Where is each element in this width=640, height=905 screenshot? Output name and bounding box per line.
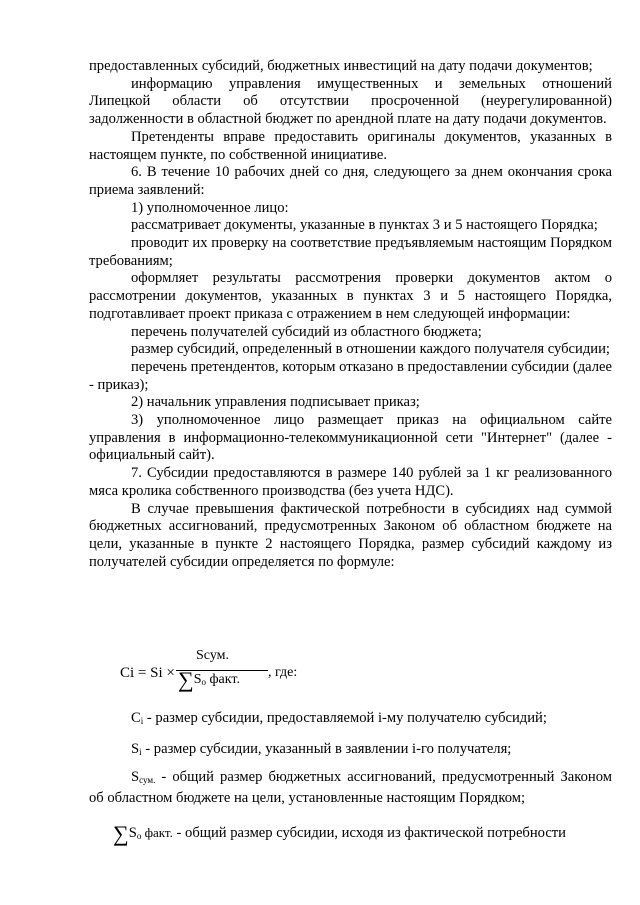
def-description: - общий размер субсидии, исходя из фактической потребности	[172, 825, 566, 841]
sigma-symbol: ∑	[113, 821, 129, 846]
definition-text	[89, 769, 612, 807]
paragraph: размер субсидий, определенный в отношении каждого получателя субсидии;	[131, 341, 610, 358]
def-subscript: сум.	[139, 775, 156, 785]
paragraph: перечень претендентов, которым отказано в предоставлении субсидии (далее - приказ);	[89, 358, 612, 393]
paragraph: 3) уполномоченное лицо размещает приказ на официальном сайте управления в информационно-телекоммуникационной сети "Интернет" (далее - официальный сайт).	[89, 412, 612, 464]
formula-lhs: Ci = Si ×	[120, 665, 175, 681]
definition-text	[89, 741, 612, 762]
definition-si	[89, 741, 612, 762]
def-subscript: i	[139, 747, 142, 757]
formula-numerator: Sсум.	[196, 648, 229, 663]
document-body	[89, 58, 612, 571]
sigma-symbol: ∑	[178, 667, 194, 692]
def-description: - общий размер бюджетных ассигнований, предусмотренный Законом об областном бюджете на цели, установленные настоящим Порядком;	[89, 769, 612, 806]
paragraph: 6. В течение 10 рабочих дней со дня, следующего за днем окончания срока приема заявлений:	[89, 164, 612, 198]
denominator-subscript: о	[201, 677, 206, 687]
paragraph: предоставленных субсидий, бюджетных инвестиций на дату подачи документов;	[89, 58, 593, 74]
paragraph: информацию управления имущественных и земельных отношений Липецкой области об отсутствии просроченной (неурегулированной) задолженности в областной бюджет по арендной плате на дату подачи документов.	[89, 75, 612, 128]
denominator-fact: факт.	[209, 672, 240, 687]
def-symbol: S	[131, 741, 140, 757]
definition-text	[89, 710, 612, 731]
def-subscript: о	[136, 831, 142, 841]
denominator-s: S	[193, 672, 202, 687]
def-symbol: C	[131, 710, 141, 726]
paragraph: В случае превышения фактической потребности в субсидиях над суммой бюджетных ассигнований, предусмотренных Законом об областном бюджете на цели, указанные в пункте 2 настоящего Порядка, размер субсидий каждому из получателей субсидии определяется по формуле:	[89, 500, 612, 570]
paragraph: 7. Субсидии предоставляются в размере 140 рублей за 1 кг реализованного мяса кролика собственного производства (без учета НДС).	[89, 465, 612, 499]
paragraph: оформляет результаты рассмотрения проверки документов актом о рассмотрении документов, указанных в пунктах 3 и 5 настоящего Порядка, подготавливает проект приказа с отражением в нем следующей информации:	[89, 270, 612, 322]
formula-tail: , где:	[268, 665, 298, 680]
paragraph: 1) уполномоченное лицо:	[131, 199, 289, 216]
definition-text	[89, 823, 612, 846]
formula	[120, 648, 520, 708]
paragraph: рассматривает документы, указанные в пунктах 3 и 5 настоящего Порядка;	[131, 217, 598, 234]
def-description: - размер субсидии, предоставляемой i-му получателю субсидий;	[143, 710, 547, 726]
paragraph: перечень получателей субсидий из областного бюджета;	[131, 323, 482, 340]
paragraph: проводит их проверку на соответствие предъявляемым настоящим Порядком требованиям;	[89, 235, 612, 269]
def-symbol: S	[131, 769, 140, 785]
def-subscript: i	[140, 716, 144, 726]
definition-ci	[89, 710, 612, 731]
formula-denominator	[178, 669, 240, 691]
definition-ssum	[89, 769, 612, 807]
paragraph: Претенденты вправе предоставить оригиналы документов, указанных в настоящем пункте, по собственной инициативе.	[89, 128, 612, 163]
def-description: - размер субсидии, указанный в заявлении i-го получателя;	[141, 741, 512, 757]
def-fact: факт.	[141, 825, 173, 840]
paragraph: 2) начальник управления подписывает приказ;	[131, 394, 420, 411]
definition-sfact	[89, 823, 612, 846]
def-symbol: S	[128, 825, 137, 841]
